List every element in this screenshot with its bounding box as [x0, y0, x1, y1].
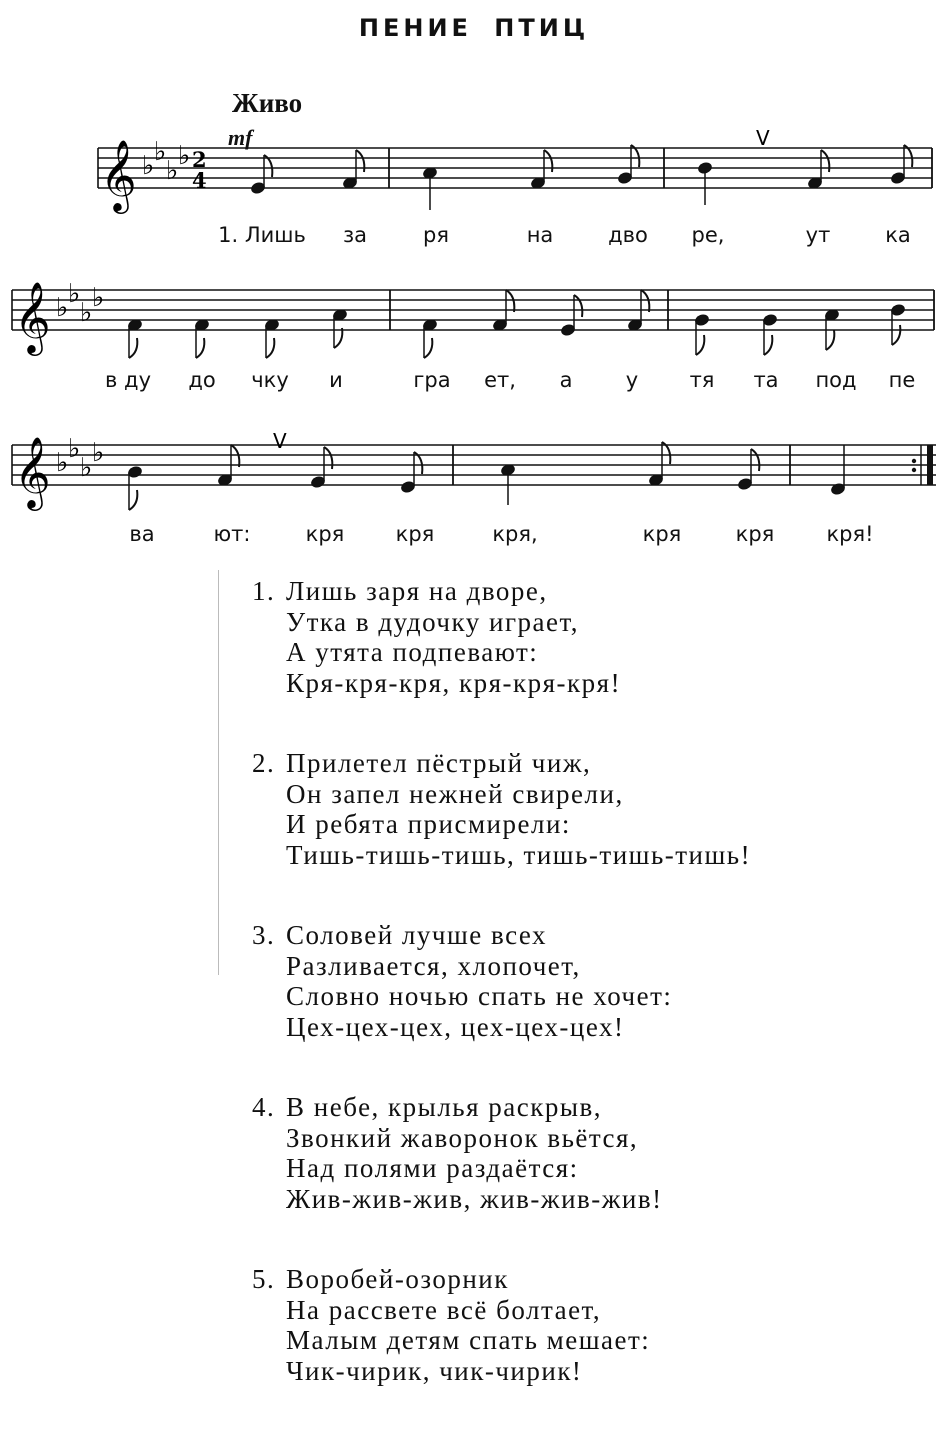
note	[807, 150, 829, 190]
svg-text:♭: ♭	[80, 453, 93, 483]
verse-line: И ребята присмирели:	[286, 809, 571, 839]
lyric-syllable: пе	[888, 368, 916, 392]
verse-4	[252, 1092, 751, 1214]
svg-text:♭: ♭	[56, 448, 69, 478]
note	[492, 290, 514, 332]
verse-line: Малым детям спать мешает:	[286, 1325, 651, 1355]
svg-text:♭: ♭	[68, 279, 81, 309]
lyric-syllable: кря,	[492, 522, 538, 546]
note	[194, 318, 209, 358]
note	[342, 150, 364, 190]
staff-system-1	[0, 0, 948, 240]
lyric-syllable: ет,	[484, 368, 516, 392]
lyric-syllable: кря!	[826, 522, 874, 546]
staff-lines	[12, 445, 936, 485]
verse-line: Воробей-озорник	[286, 1264, 509, 1294]
note	[530, 150, 552, 190]
treble-clef-icon: 𝄞	[100, 138, 137, 211]
verse-2	[252, 748, 751, 870]
verse-line: Словно ночью спать не хочет:	[286, 981, 673, 1011]
verse-line: Лишь заря на дворе,	[286, 576, 548, 606]
treble-clef-icon: 𝄞	[14, 435, 51, 508]
verse-3	[252, 920, 751, 1042]
verse-line: Соловей лучше всех	[286, 920, 548, 950]
verse-line: В небе, крылья раскрыв,	[286, 1092, 602, 1122]
note	[830, 445, 845, 496]
verse-line: Разливается, хлопочет,	[286, 950, 581, 981]
note	[422, 318, 437, 358]
note	[332, 308, 347, 348]
lyric-syllable: ря	[423, 223, 449, 247]
lyric-syllable: кря	[735, 522, 775, 546]
lyric-syllable: на	[526, 223, 554, 247]
note	[694, 313, 709, 355]
staff-lines	[98, 148, 932, 188]
verse-line: Цех-цех-цех, цех-цех-цех!	[286, 1011, 625, 1042]
note	[264, 318, 279, 358]
notes	[127, 442, 845, 510]
verse-line: А утята подпевают:	[286, 637, 539, 667]
lyric-syllable: ва	[129, 522, 155, 546]
lyric-syllable: чку	[251, 368, 289, 392]
verse-line: Прилетел пёстрый чиж,	[286, 748, 592, 778]
time-signature	[192, 147, 207, 193]
verse-line: Он запел нежней свирели,	[286, 778, 624, 809]
verse-number: 2.	[252, 748, 276, 778]
svg-text:♭: ♭	[178, 141, 191, 171]
svg-text:2: 2	[192, 147, 207, 172]
verse-number: 1.	[252, 576, 276, 606]
lyric-syllable: до	[188, 368, 216, 392]
verse-line: Кря-кря-кря, кря-кря-кря!	[286, 667, 622, 698]
svg-text:♭: ♭	[92, 438, 105, 468]
note	[310, 447, 332, 489]
note	[627, 290, 649, 332]
dynamic-marking: mf	[228, 125, 253, 150]
lyric-syllable: ут	[805, 223, 831, 247]
tempo-marking: Живо	[232, 88, 303, 118]
svg-text:♭: ♭	[56, 293, 69, 323]
svg-text:♭: ♭	[92, 283, 105, 313]
lyric-syllable: у	[625, 368, 639, 392]
verse-number: 4.	[252, 1092, 276, 1122]
lyric-syllable: дво	[608, 223, 648, 247]
staff-system-2	[0, 240, 948, 370]
lyric-syllable: ре,	[691, 223, 725, 247]
lyric-syllable: в ду	[105, 368, 151, 392]
lyric-syllable: за	[342, 223, 368, 247]
verse-line: Тишь-тишь-тишь, тишь-тишь-тишь!	[286, 839, 752, 870]
lyric-syllable: ют:	[213, 522, 251, 546]
note	[500, 463, 515, 505]
lyric-syllable: кря	[395, 522, 435, 546]
lyric-syllable: а	[559, 368, 573, 392]
note	[824, 308, 839, 350]
svg-text:♭: ♭	[80, 298, 93, 328]
verse-number: 5.	[252, 1264, 276, 1294]
verse-line: Чик-чирик, чик-чирик!	[286, 1355, 583, 1386]
breath-mark: V	[273, 429, 287, 453]
note	[697, 161, 712, 205]
staff-lines	[12, 290, 934, 330]
lyric-syllable: гра	[413, 368, 451, 392]
verse-5	[252, 1264, 751, 1386]
verse-line: Утка в дудочку играет,	[286, 606, 580, 637]
lyric-syllable: и	[329, 368, 343, 392]
svg-text:♭: ♭	[166, 156, 179, 186]
treble-clef-icon: 𝄞	[14, 280, 51, 353]
note	[400, 452, 422, 494]
staff-system-3	[0, 400, 948, 525]
note	[762, 313, 777, 355]
note	[127, 318, 142, 358]
svg-text:♭: ♭	[154, 137, 167, 167]
svg-text:♭: ♭	[68, 434, 81, 464]
verse-line: Звонкий жаворонок вьётся,	[286, 1122, 639, 1153]
svg-text:4: 4	[192, 168, 207, 193]
lyric-syllable: та	[753, 368, 779, 392]
verse-1	[252, 576, 751, 698]
note	[127, 465, 142, 510]
lyric-syllable: 1. Лишь	[218, 223, 306, 247]
lyric-syllable: кря	[305, 522, 345, 546]
verse-line: Жив-жив-жив, жив-жив-жив!	[286, 1183, 663, 1214]
lyric-syllable: тя	[689, 368, 715, 392]
margin-rule	[218, 570, 219, 975]
lyric-syllable: под	[815, 368, 857, 392]
note	[890, 303, 905, 345]
page-title: ПЕНИЕ ПТИЦ	[358, 14, 590, 42]
lyric-syllable: кря	[642, 522, 682, 546]
svg-text:♭: ♭	[142, 151, 155, 181]
note	[217, 445, 239, 487]
breath-mark: V	[756, 126, 770, 150]
verses	[252, 576, 751, 1436]
verse-line: На рассвете всё болтает,	[286, 1294, 602, 1325]
verse-line: Над полями раздаётся:	[286, 1153, 579, 1183]
lyric-syllable: ка	[885, 223, 911, 247]
verse-number: 3.	[252, 920, 276, 950]
